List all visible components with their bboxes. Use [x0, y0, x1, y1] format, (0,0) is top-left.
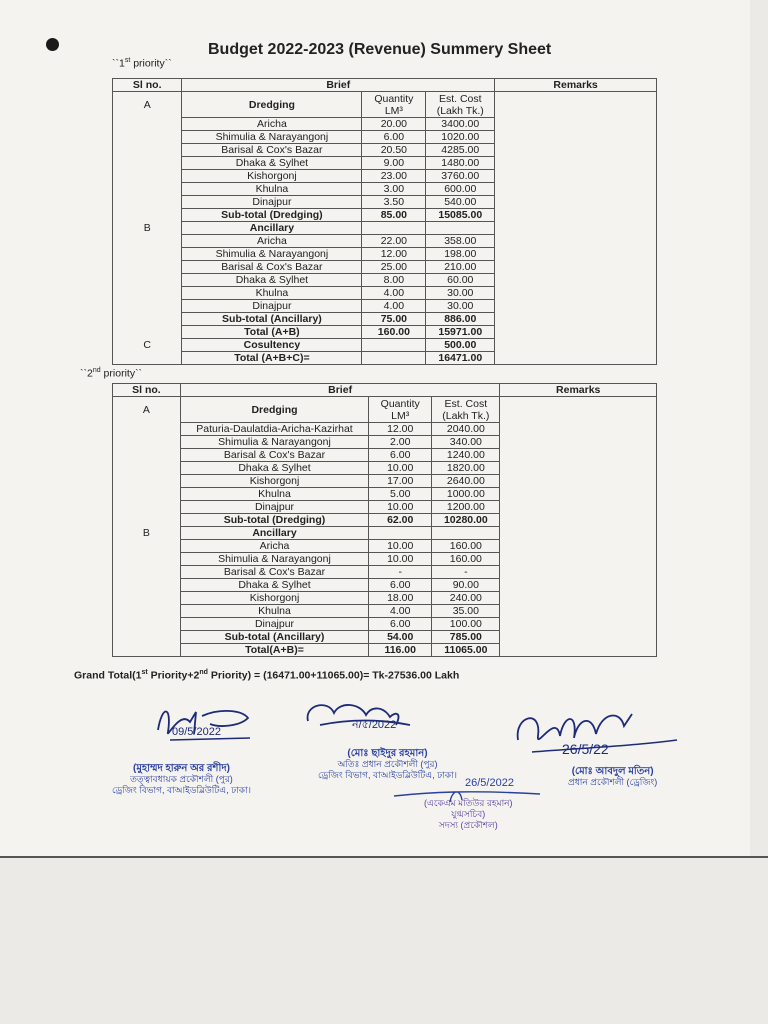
table-row	[113, 196, 657, 209]
location-cell: Barisal & Cox's Bazar	[180, 566, 368, 579]
subtotal-label: Sub-total (Ancillary)	[182, 313, 362, 326]
section-heading: Ancillary	[182, 222, 362, 235]
location-cell: Aricha	[180, 540, 368, 553]
cost-cell: 198.00	[426, 248, 495, 261]
table-row	[113, 261, 657, 274]
table-row	[113, 553, 657, 566]
cost-cell	[432, 527, 500, 540]
remarks-header: Remarks	[500, 384, 657, 397]
remarks-cell	[495, 274, 657, 287]
table-row	[113, 131, 657, 144]
total-quantity: 116.00	[369, 644, 432, 657]
location-cell: Kishorgonj	[182, 170, 362, 183]
remarks-cell	[495, 144, 657, 157]
remarks-cell	[500, 488, 657, 501]
remarks-cell	[495, 235, 657, 248]
sl-cell: A	[113, 92, 182, 118]
cost-cell: 1020.00	[426, 131, 495, 144]
table-row	[113, 397, 657, 423]
section-heading: Dredging	[182, 92, 362, 118]
remarks-cell	[500, 514, 657, 527]
remarks-cell	[500, 566, 657, 579]
sl-cell	[113, 553, 181, 566]
sl-cell	[113, 566, 181, 579]
location-cell: Dinajpur	[182, 196, 362, 209]
remarks-cell	[500, 605, 657, 618]
total-label: Total(A+B)=	[180, 644, 368, 657]
location-cell: Aricha	[182, 235, 362, 248]
cost-cell: 1820.00	[432, 462, 500, 475]
cost-cell: 30.00	[426, 300, 495, 313]
sl-cell	[113, 436, 181, 449]
location-cell: Dinajpur	[180, 501, 368, 514]
table-row	[113, 540, 657, 553]
quantity-cell	[362, 222, 426, 235]
cost-header: Est. Cost (Lakh Tk.)	[426, 92, 495, 118]
remarks-cell	[495, 196, 657, 209]
remarks-cell	[500, 592, 657, 605]
remarks-cell	[495, 170, 657, 183]
quantity-cell: 6.00	[369, 618, 432, 631]
sl-cell: B	[113, 222, 182, 235]
cost-cell: 100.00	[432, 618, 500, 631]
remarks-cell	[495, 183, 657, 196]
table-row	[113, 248, 657, 261]
section-heading: Ancillary	[180, 527, 368, 540]
table-row	[113, 644, 657, 657]
cost-cell: 2040.00	[432, 423, 500, 436]
remarks-cell	[495, 313, 657, 326]
table-row	[113, 501, 657, 514]
sl-cell	[113, 514, 181, 527]
sl-cell	[113, 449, 181, 462]
location-cell: Shimulia & Narayangonj	[182, 131, 362, 144]
total-quantity: 160.00	[362, 326, 426, 339]
table-row	[113, 566, 657, 579]
quantity-cell: 17.00	[369, 475, 432, 488]
location-cell: Kishorgonj	[180, 475, 368, 488]
quantity-cell: 10.00	[369, 553, 432, 566]
priority-1-label: ``1st priority``	[112, 57, 172, 70]
remarks-cell	[495, 157, 657, 170]
cost-cell: 240.00	[432, 592, 500, 605]
quantity-header: Quantity LM³	[369, 397, 432, 423]
consultancy-label: Cosultency	[182, 339, 362, 352]
remarks-cell	[495, 352, 657, 365]
remarks-cell	[500, 449, 657, 462]
table-row	[113, 92, 657, 118]
table-row	[113, 449, 657, 462]
remarks-cell	[500, 423, 657, 436]
cost-cell: 1200.00	[432, 501, 500, 514]
subtotal-quantity: 54.00	[369, 631, 432, 644]
signature-3-date: 26/5/22	[562, 741, 609, 757]
section-heading: Dredging	[180, 397, 368, 423]
sl-cell: C	[113, 339, 182, 352]
quantity-cell: 12.00	[362, 248, 426, 261]
location-cell: Dhaka & Sylhet	[182, 157, 362, 170]
remarks-cell	[495, 248, 657, 261]
signature-2-block: (মোঃ ছাইদুর রহমান) অতিঃ প্রধান প্রকৌশলী (পুর) ড্রেজিং বিভাগ, বাআইডব্লিউটিএ, ঢাকা।	[318, 748, 457, 780]
cost-cell: 30.00	[426, 287, 495, 300]
table-row	[113, 352, 657, 365]
sl-cell	[113, 261, 182, 274]
quantity-cell: 10.00	[369, 501, 432, 514]
location-cell: Barisal & Cox's Bazar	[180, 449, 368, 462]
table-row	[113, 157, 657, 170]
cost-header: Est. Cost (Lakh Tk.)	[432, 397, 500, 423]
sl-cell: B	[113, 527, 181, 540]
quantity-cell: 3.50	[362, 196, 426, 209]
subtotal-quantity: 85.00	[362, 209, 426, 222]
table-row	[113, 423, 657, 436]
remarks-cell	[500, 553, 657, 566]
location-cell: Khulna	[182, 183, 362, 196]
remarks-cell	[500, 579, 657, 592]
cost-cell: 4285.00	[426, 144, 495, 157]
quantity-cell: 20.50	[362, 144, 426, 157]
cost-cell: 1000.00	[432, 488, 500, 501]
signature-3-block: (মোঃ আবদুল মতিন) প্রধান প্রকৌশলী (ড্রেজিং)	[568, 766, 658, 787]
quantity-cell: 8.00	[362, 274, 426, 287]
remarks-cell	[500, 397, 657, 423]
quantity-cell: 12.00	[369, 423, 432, 436]
quantity-cell: 18.00	[369, 592, 432, 605]
sl-header: Sl no.	[113, 384, 181, 397]
cost-cell: 540.00	[426, 196, 495, 209]
sl-cell	[113, 170, 182, 183]
table-row	[113, 436, 657, 449]
cost-cell: 600.00	[426, 183, 495, 196]
cost-cell	[426, 222, 495, 235]
table-row	[113, 488, 657, 501]
quantity-cell: 4.00	[362, 300, 426, 313]
quantity-cell: 9.00	[362, 157, 426, 170]
quantity-header: Quantity LM³	[362, 92, 426, 118]
sl-cell	[113, 144, 182, 157]
remarks-cell	[495, 222, 657, 235]
quantity-cell: -	[369, 566, 432, 579]
quantity-cell	[362, 352, 426, 365]
remarks-cell	[495, 300, 657, 313]
table-row	[113, 326, 657, 339]
table-row	[113, 592, 657, 605]
table-row	[113, 514, 657, 527]
total-label: Total (A+B)	[182, 326, 362, 339]
remarks-header: Remarks	[495, 79, 657, 92]
quantity-cell: 3.00	[362, 183, 426, 196]
signature-3	[512, 706, 682, 766]
location-cell: Dhaka & Sylhet	[180, 579, 368, 592]
quantity-cell: 6.00	[362, 131, 426, 144]
location-cell: Khulna	[180, 488, 368, 501]
location-cell: Shimulia & Narayangonj	[180, 553, 368, 566]
signature-2-date: ন/৫/2022	[352, 719, 397, 731]
table-row	[113, 209, 657, 222]
table-row	[113, 287, 657, 300]
sl-cell: A	[113, 397, 181, 423]
sl-cell	[113, 592, 181, 605]
remarks-cell	[495, 326, 657, 339]
remarks-cell	[500, 631, 657, 644]
remarks-cell	[495, 339, 657, 352]
remarks-cell	[500, 436, 657, 449]
subtotal-cost: 10280.00	[432, 514, 500, 527]
remarks-cell	[500, 618, 657, 631]
table-row	[113, 235, 657, 248]
signature-1	[150, 700, 260, 750]
location-cell: Dinajpur	[182, 300, 362, 313]
location-cell: Khulna	[182, 287, 362, 300]
cost-cell: 358.00	[426, 235, 495, 248]
sl-cell	[113, 131, 182, 144]
quantity-cell: 5.00	[369, 488, 432, 501]
sl-cell	[113, 423, 181, 436]
cost-cell: 3760.00	[426, 170, 495, 183]
location-cell: Dhaka & Sylhet	[182, 274, 362, 287]
table-row	[113, 79, 657, 92]
sl-cell	[113, 326, 182, 339]
location-cell: Dinajpur	[180, 618, 368, 631]
table-row	[113, 579, 657, 592]
sl-cell	[113, 631, 181, 644]
sl-cell	[113, 157, 182, 170]
sl-cell	[113, 235, 182, 248]
sl-cell	[113, 352, 182, 365]
signature-4-block: (একেএম মতিউর রহমান) যুগ্মসচিব) সদস্য (প্রকৌশল)	[424, 798, 513, 830]
subtotal-quantity: 62.00	[369, 514, 432, 527]
table-row	[113, 144, 657, 157]
sl-cell	[113, 579, 181, 592]
remarks-cell	[500, 644, 657, 657]
sl-cell	[113, 475, 181, 488]
location-cell: Shimulia & Narayangonj	[182, 248, 362, 261]
cost-cell: 90.00	[432, 579, 500, 592]
sl-cell	[113, 209, 182, 222]
location-cell: Shimulia & Narayangonj	[180, 436, 368, 449]
sl-cell	[113, 313, 182, 326]
table-row	[113, 475, 657, 488]
table-row	[113, 605, 657, 618]
location-cell: Kishorgonj	[180, 592, 368, 605]
sl-cell	[113, 248, 182, 261]
table-row	[113, 631, 657, 644]
table-row	[113, 274, 657, 287]
cost-cell: 210.00	[426, 261, 495, 274]
sl-cell	[113, 118, 182, 131]
subtotal-label: Sub-total (Ancillary)	[180, 631, 368, 644]
sl-header: Sl no.	[113, 79, 182, 92]
remarks-cell	[500, 462, 657, 475]
location-cell: Paturia-Daulatdia-Aricha-Kazirhat	[180, 423, 368, 436]
remarks-cell	[495, 209, 657, 222]
sl-cell	[113, 300, 182, 313]
table-row	[113, 618, 657, 631]
quantity-cell: 22.00	[362, 235, 426, 248]
quantity-cell: 23.00	[362, 170, 426, 183]
signature-1-date: 09/5/2022	[172, 726, 221, 738]
table-row	[113, 313, 657, 326]
quantity-cell: 4.00	[369, 605, 432, 618]
cost-cell: -	[432, 566, 500, 579]
remarks-cell	[495, 92, 657, 118]
cost-cell: 3400.00	[426, 118, 495, 131]
table-row	[113, 118, 657, 131]
cost-cell: 340.00	[432, 436, 500, 449]
sl-cell	[113, 183, 182, 196]
cost-cell: 160.00	[432, 540, 500, 553]
signature-2	[300, 695, 440, 740]
page-title: Budget 2022-2023 (Revenue) Summery Sheet	[208, 41, 552, 58]
consultancy-cost: 500.00	[426, 339, 495, 352]
sl-cell	[113, 462, 181, 475]
cost-cell: 2640.00	[432, 475, 500, 488]
location-cell: Barisal & Cox's Bazar	[182, 144, 362, 157]
subtotal-cost: 785.00	[432, 631, 500, 644]
subtotal-cost: 886.00	[426, 313, 495, 326]
location-cell: Aricha	[182, 118, 362, 131]
subtotal-quantity: 75.00	[362, 313, 426, 326]
remarks-cell	[500, 501, 657, 514]
quantity-cell: 10.00	[369, 462, 432, 475]
table-row	[113, 300, 657, 313]
subtotal-label: Sub-total (Dredging)	[182, 209, 362, 222]
priority-2-label: ``2nd priority``	[80, 367, 143, 380]
remarks-cell	[500, 540, 657, 553]
sl-cell	[113, 644, 181, 657]
table-row	[113, 183, 657, 196]
location-cell: Barisal & Cox's Bazar	[182, 261, 362, 274]
remarks-cell	[495, 118, 657, 131]
table-row	[113, 170, 657, 183]
cost-cell: 1480.00	[426, 157, 495, 170]
sl-cell	[113, 196, 182, 209]
punch-hole	[46, 38, 59, 51]
priority-1-table	[112, 78, 657, 365]
sl-cell	[113, 488, 181, 501]
table-row	[113, 222, 657, 235]
total-abc-cost: 16471.00	[426, 352, 495, 365]
total-cost: 15971.00	[426, 326, 495, 339]
quantity-cell: 6.00	[369, 579, 432, 592]
signature-4-date: 26/5/2022	[465, 777, 514, 789]
sl-cell	[113, 501, 181, 514]
location-cell: Khulna	[180, 605, 368, 618]
table-row	[113, 384, 657, 397]
brief-header: Brief	[180, 384, 500, 397]
quantity-cell: 25.00	[362, 261, 426, 274]
quantity-cell: 4.00	[362, 287, 426, 300]
signature-1-block: (মুহাম্মদ হারুন অর রশীদ) তত্ত্বাবধায়ক প্রকৌশলী (পুর) ড্রেজিং বিভাগ, বাআইডব্লিউটিএ, ঢাকা।	[112, 763, 251, 795]
sl-cell	[113, 287, 182, 300]
remarks-cell	[495, 261, 657, 274]
priority-2-table	[112, 383, 657, 657]
table-row	[113, 462, 657, 475]
total-cost: 11065.00	[432, 644, 500, 657]
remarks-cell	[495, 287, 657, 300]
sl-cell	[113, 540, 181, 553]
table-row	[113, 339, 657, 352]
subtotal-label: Sub-total (Dredging)	[180, 514, 368, 527]
sl-cell	[113, 274, 182, 287]
quantity-cell: 2.00	[369, 436, 432, 449]
subtotal-cost: 15085.00	[426, 209, 495, 222]
cost-cell: 60.00	[426, 274, 495, 287]
remarks-cell	[495, 131, 657, 144]
brief-header: Brief	[182, 79, 495, 92]
remarks-cell	[500, 475, 657, 488]
location-cell: Dhaka & Sylhet	[180, 462, 368, 475]
quantity-cell: 10.00	[369, 540, 432, 553]
sl-cell	[113, 605, 181, 618]
table-row	[113, 527, 657, 540]
quantity-cell: 20.00	[362, 118, 426, 131]
cost-cell: 160.00	[432, 553, 500, 566]
total-abc-label: Total (A+B+C)=	[182, 352, 362, 365]
quantity-cell	[369, 527, 432, 540]
sl-cell	[113, 618, 181, 631]
quantity-cell	[362, 339, 426, 352]
remarks-cell	[500, 527, 657, 540]
cost-cell: 1240.00	[432, 449, 500, 462]
cost-cell: 35.00	[432, 605, 500, 618]
quantity-cell: 6.00	[369, 449, 432, 462]
grand-total: Grand Total(1st Priority+2nd Priority) = (16471.00+11065.00)= Tk-27536.00 Lakh	[74, 669, 460, 682]
